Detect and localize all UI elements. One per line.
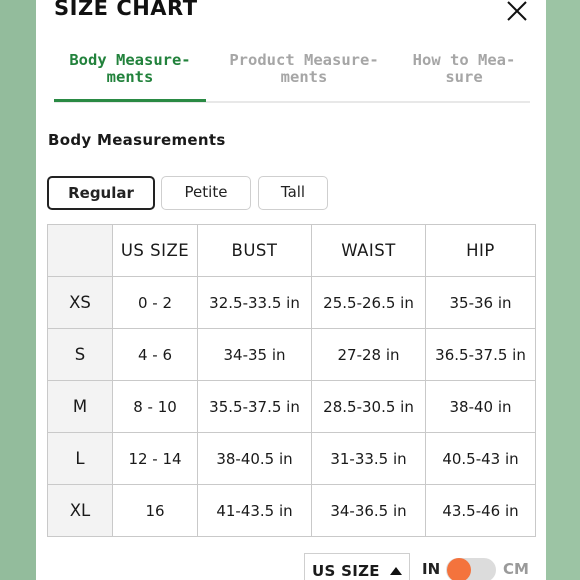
size-table: [47, 224, 536, 537]
row-label: S: [48, 329, 113, 381]
toggle-knob: [447, 558, 471, 580]
table-cell: 35-36 in: [426, 277, 536, 329]
table-cell: 27-28 in: [312, 329, 426, 381]
table-cell: 12 - 14: [113, 433, 198, 485]
fit-tall-button[interactable]: Tall: [258, 176, 328, 210]
active-tab-underline: [54, 99, 206, 102]
table-cell: 16: [113, 485, 198, 537]
close-button[interactable]: [504, 0, 530, 24]
tab-label-line1: Product Measure-: [229, 51, 379, 69]
caret-up-icon: [390, 567, 402, 575]
table-row: [48, 485, 536, 537]
tab-how-to-measure[interactable]: [402, 52, 526, 86]
column-header-bust: BUST: [198, 225, 312, 277]
table-cell: 43.5-46 in: [426, 485, 536, 537]
tab-label-line2: sure: [445, 68, 483, 86]
tab-label-line2: ments: [106, 68, 154, 86]
close-icon: [504, 0, 530, 24]
table-row: [48, 433, 536, 485]
row-label: XS: [48, 277, 113, 329]
row-label: M: [48, 381, 113, 433]
section-title: Body Measurements: [48, 131, 226, 149]
table-cell: 40.5-43 in: [426, 433, 536, 485]
table-cell: 34-36.5 in: [312, 485, 426, 537]
unit-in-label: IN: [422, 560, 441, 578]
measurement-tabs: [50, 52, 530, 104]
column-header-waist: WAIST: [312, 225, 426, 277]
table-cell: 0 - 2: [113, 277, 198, 329]
row-label: XL: [48, 485, 113, 537]
row-label: L: [48, 433, 113, 485]
table-cell: 38-40 in: [426, 381, 536, 433]
fit-regular-button[interactable]: Regular: [47, 176, 155, 210]
tab-product-measurements[interactable]: [220, 52, 388, 86]
fit-petite-button[interactable]: Petite: [161, 176, 251, 210]
column-header-hip: HIP: [426, 225, 536, 277]
table-cell: 36.5-37.5 in: [426, 329, 536, 381]
tab-label-line2: ments: [280, 68, 328, 86]
tab-label-line1: Body Measure-: [69, 51, 191, 69]
table-cell: 35.5-37.5 in: [198, 381, 312, 433]
table-cell: 25.5-26.5 in: [312, 277, 426, 329]
tab-label-line1: How to Mea-: [412, 51, 516, 69]
unit-cm-label: CM: [503, 560, 529, 578]
table-row: [48, 381, 536, 433]
table-header-row: [48, 225, 536, 277]
table-cell: 4 - 6: [113, 329, 198, 381]
size-chart-modal: [36, 0, 546, 580]
column-header-us-size: US SIZE: [113, 225, 198, 277]
table-cell: 31-33.5 in: [312, 433, 426, 485]
table-row: [48, 329, 536, 381]
table-cell: 28.5-30.5 in: [312, 381, 426, 433]
tab-body-measurements[interactable]: [54, 52, 206, 86]
table-cell: 41-43.5 in: [198, 485, 312, 537]
table-cell: 34-35 in: [198, 329, 312, 381]
size-system-select[interactable]: [304, 553, 410, 580]
table-row: [48, 277, 536, 329]
background-left: [0, 0, 36, 580]
unit-toggle[interactable]: [446, 558, 496, 580]
size-system-label: US SIZE: [312, 562, 380, 580]
table-cell: 38-40.5 in: [198, 433, 312, 485]
modal-title: SIZE CHART: [54, 0, 198, 20]
table-cell: 8 - 10: [113, 381, 198, 433]
table-cell: 32.5-33.5 in: [198, 277, 312, 329]
table-corner-cell: [48, 225, 113, 277]
background-right: [546, 0, 580, 580]
